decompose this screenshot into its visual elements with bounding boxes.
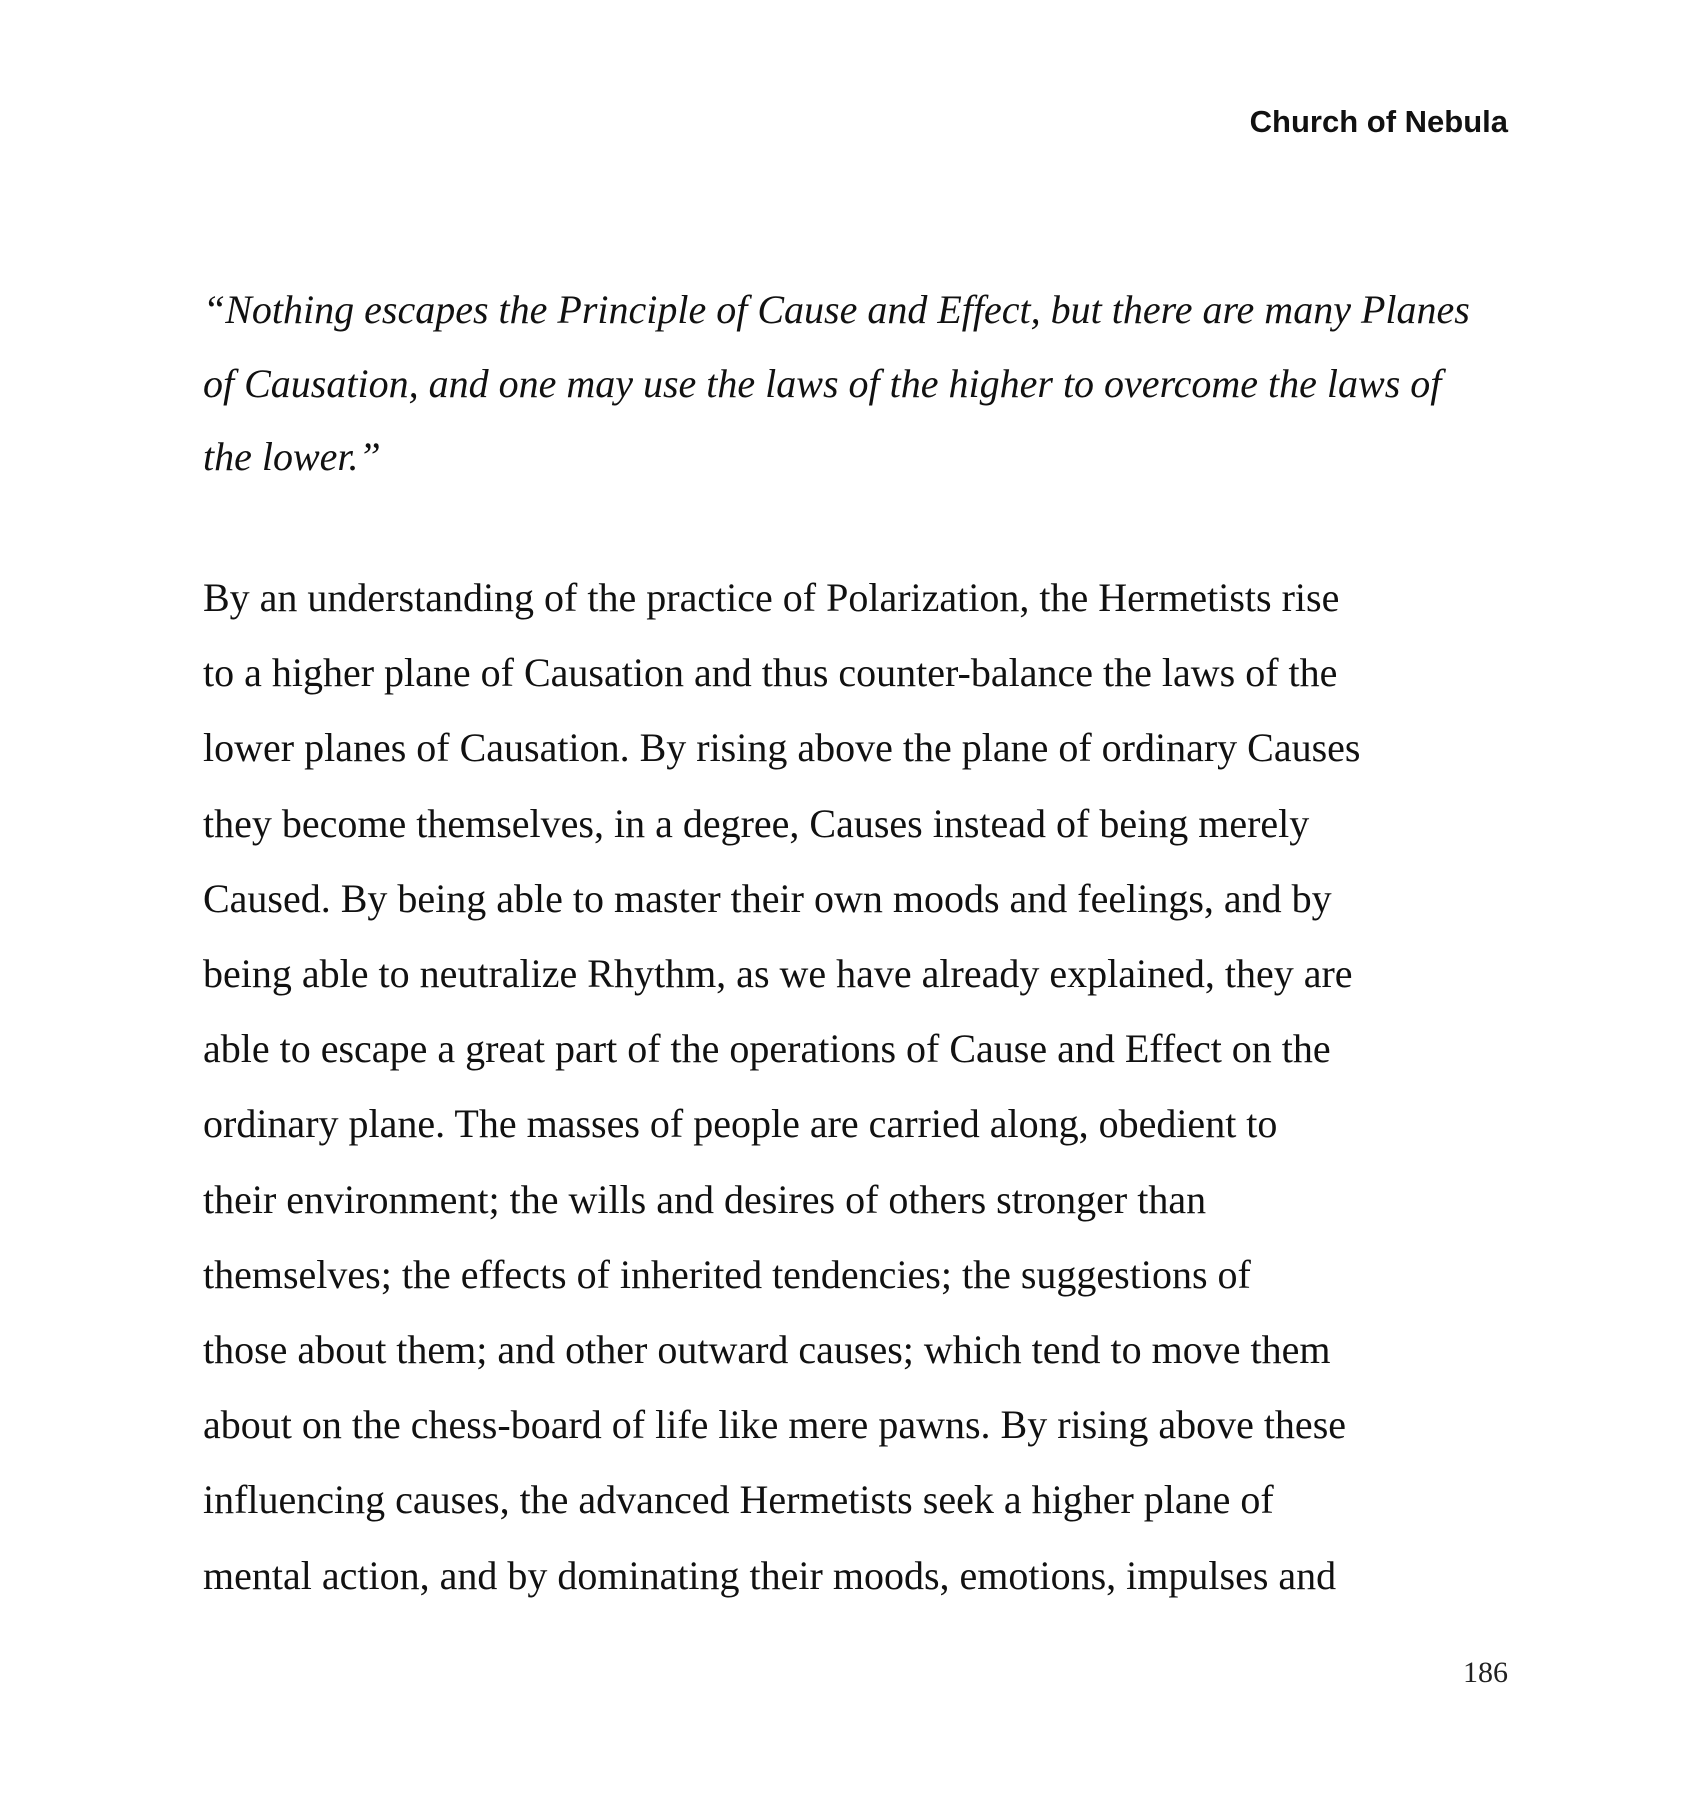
body-paragraph — [203, 560, 1543, 1613]
body-line: they become themselves, in a degree, Causes instead of being merely — [203, 800, 1310, 846]
body-line: ordinary plane. The masses of people are carried along, obedient to — [203, 1101, 1278, 1147]
body-line: themselves; the effects of inherited tendencies; the suggestions of — [203, 1251, 1251, 1297]
body-line: those about them; and other outward causes; which tend to move them — [203, 1327, 1331, 1373]
body-line: mental action, and by dominating their moods, emotions, impulses and — [203, 1552, 1337, 1598]
epigraph-quote — [203, 273, 1543, 494]
epigraph-line: of Causation, and one may use the laws of the higher to overcome the laws of — [203, 360, 1442, 406]
body-line: lower planes of Causation. By rising above the plane of ordinary Causes — [203, 725, 1361, 771]
epigraph-line: the lower.” — [203, 434, 381, 479]
epigraph-line: “Nothing escapes the Principle of Cause and Effect, but there are many Planes — [203, 287, 1470, 332]
page-number: 186 — [1463, 1656, 1508, 1689]
body-line: influencing causes, the advanced Hermetists seek a higher plane of — [203, 1477, 1274, 1523]
running-header-title: Church of Nebula — [1249, 104, 1508, 139]
body-line: to a higher plane of Causation and thus counter-balance the laws of the — [203, 650, 1338, 696]
body-line: By an understanding of the practice of Polarization, the Hermetists rise — [203, 575, 1340, 620]
body-line: their environment; the wills and desires of others stronger than — [203, 1176, 1207, 1222]
body-line: being able to neutralize Rhythm, as we have already explained, they are — [203, 951, 1353, 997]
body-line: Caused. By being able to master their own moods and feelings, and by — [203, 875, 1332, 921]
body-line: about on the chess-board of life like mere pawns. By rising above these — [203, 1402, 1347, 1448]
body-line: able to escape a great part of the operations of Cause and Effect on the — [203, 1026, 1331, 1072]
